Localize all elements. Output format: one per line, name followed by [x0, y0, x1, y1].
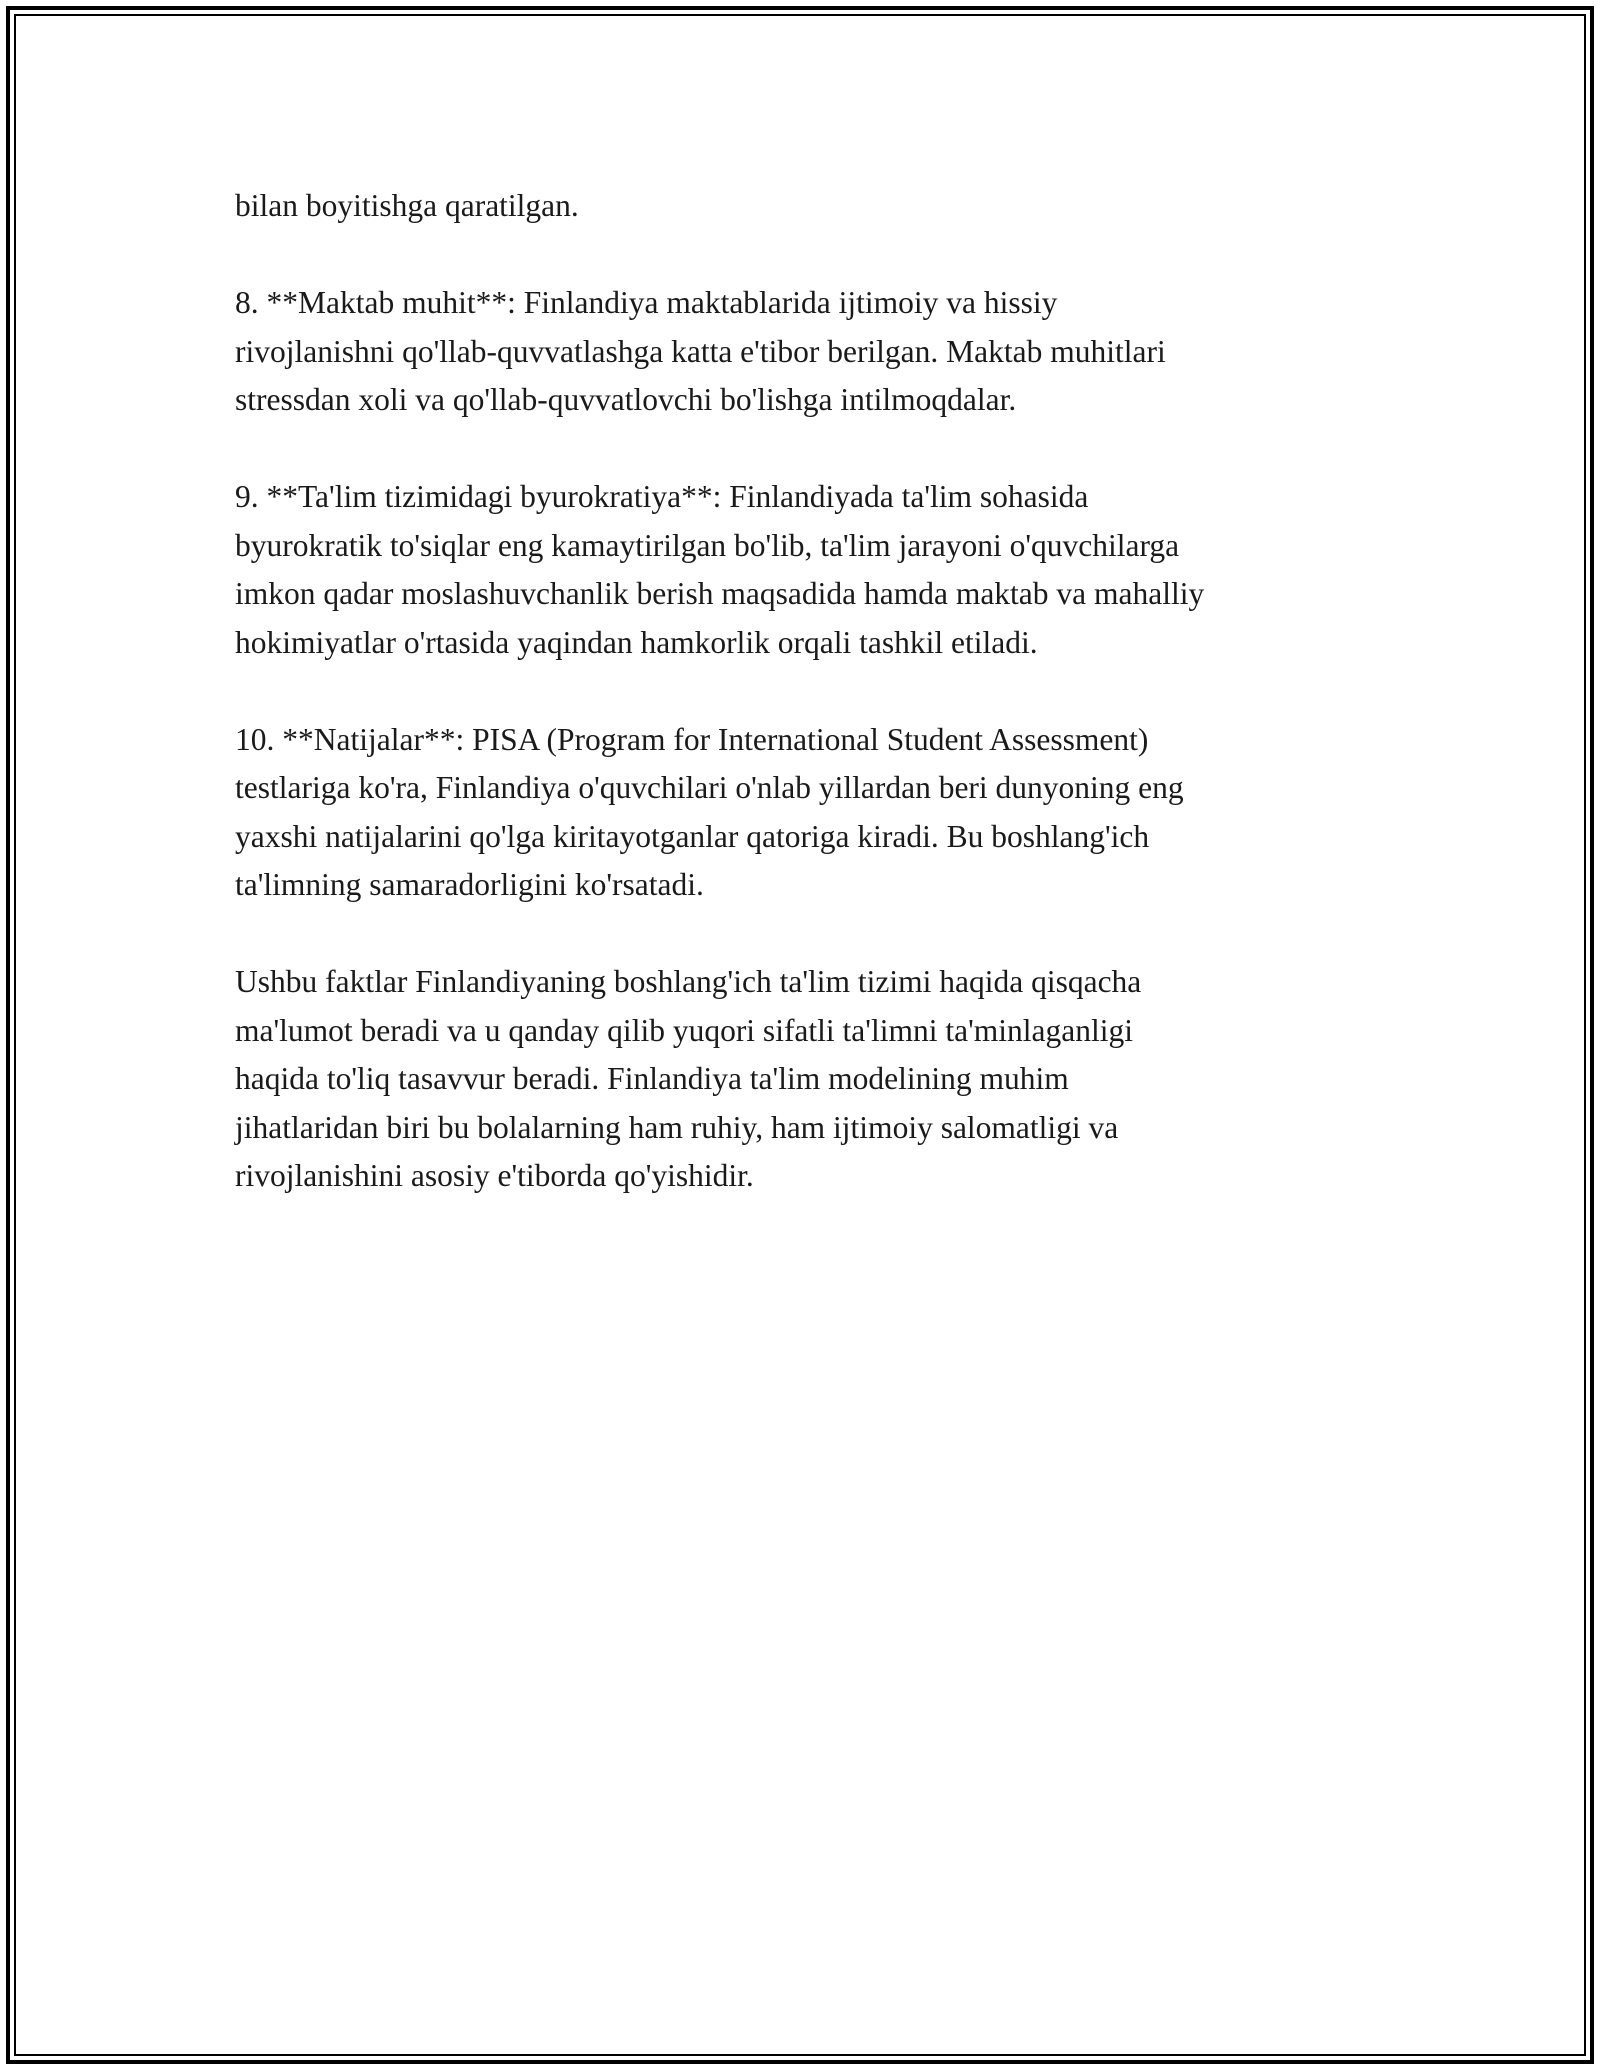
paragraph-continuation: bilan boyitishga qaratilgan. [235, 188, 579, 223]
paragraph-item-8: 8. **Maktab muhit**: Finlandiya maktablarida ijtimoiy va hissiy rivojlanishni qo'llab-quvvatlashga katta e'tibor berilgan. Maktab muhitlari stressdan xoli va qo'llab-quvvatlovchi bo'lishga intilmoqdalar. [235, 285, 1166, 417]
paragraph-item-9: 9. **Ta'lim tizimidagi byurokratiya**: Finlandiyada ta'lim sohasida byurokratik to'siqlar eng kamaytirilgan bo'lib, ta'lim jarayoni o'quvchilarga imkon qadar moslashuvchanlik berish maqsadida hamda maktab va mahalliy hokimiyatlar o'rtasida yaqindan hamkorlik orqali tashkil etiladi. [235, 479, 1205, 660]
paragraph-conclusion: Ushbu faktlar Finlandiyaning boshlang'ich ta'lim tizimi haqida qisqacha ma'lumot beradi va u qanday qilib yuqori sifatli ta'limni ta'minlaganligi haqida to'liq tasavvur beradi. Finlandiya ta'lim modelining muhim jihatlaridan biri bu bolalarning ham ruhiy, ham ijtimoiy salomatligi va rivojlanishini asosiy e'tiborda qo'yishidir. [235, 964, 1142, 1193]
document-body [235, 182, 1415, 1249]
paragraph-item-10: 10. **Natijalar**: PISA (Program for International Student Assessment) testlariga ko'ra, Finlandiya o'quvchilari o'nlab yillardan beri dunyoning eng yaxshi natijalarini qo'lga kiritayotganlar qatoriga kiradi. Bu boshlang'ich ta'limning samaradorligini ko'rsatadi. [235, 721, 1184, 902]
